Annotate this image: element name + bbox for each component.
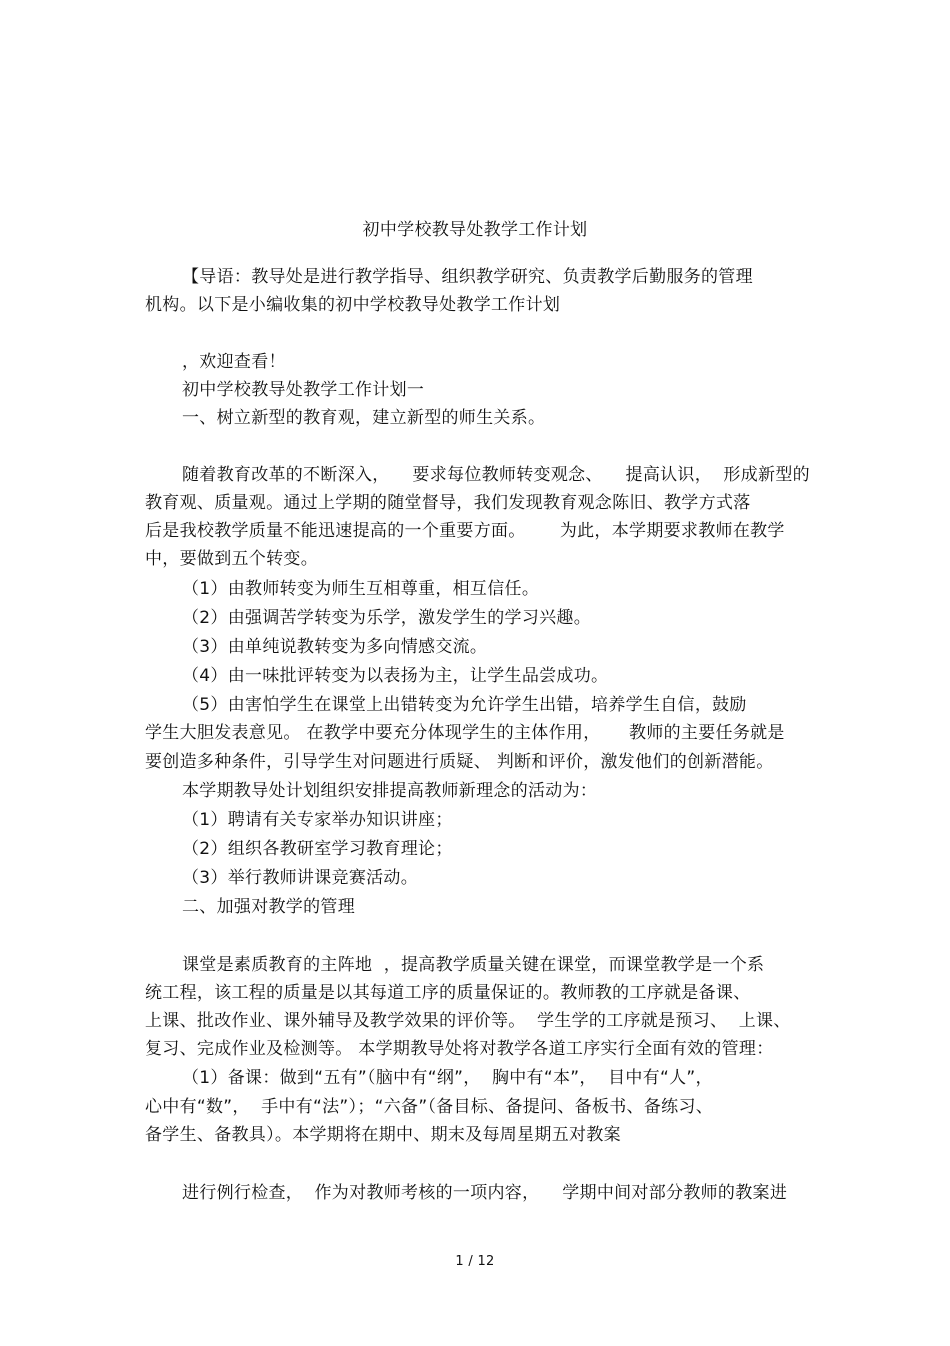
paragraph-line: 学生大胆发表意见。 在教学中要充分体现学生的主体作用， 教师的主要任务就是 [145, 723, 785, 743]
paragraph-line: 随着教育改革的不断深入， 要求每位教师转变观念、 提高认识， 形成新型的 [182, 465, 810, 485]
list-item: （1）由教师转变为师生互相尊重，相互信任。 [182, 579, 540, 599]
subheading-2: 二、加强对教学的管理 [182, 897, 355, 917]
list-item: （3）举行教师讲课竞赛活动。 [182, 868, 419, 888]
paragraph-line: 进行例行检查， 作为对教师考核的一项内容， 学期中间对部分教师的教案进 [182, 1183, 788, 1203]
list-item: （1）聘请有关专家举办知识讲座； [182, 810, 453, 830]
subheading-1: 一、树立新型的教育观，建立新型的师生关系。 [182, 408, 546, 428]
list-item: （4）由一味批评转变为以表扬为主，让学生品尝成功。 [182, 666, 609, 686]
paragraph-line: 上课、批改作业、课外辅导及教学效果的评价等。 学生学的工序就是预习、 上课、 [145, 1011, 791, 1031]
paragraph-line: 中，要做到五个转变。 [145, 549, 318, 569]
page-title: 初中学校教导处教学工作计划 [362, 220, 588, 240]
list-item: （5）由害怕学生在课堂上出错转变为允许学生出错，培养学生自信，鼓励 [182, 695, 747, 715]
intro-line-1: 【导语：教导处是进行教学指导、组织教学研究、负责教学后勤服务的管理 [182, 267, 753, 287]
intro-line-3: ，欢迎查看！ [182, 352, 286, 372]
list-item: （2）由强调苦学转变为乐学，激发学生的学习兴趣。 [182, 608, 592, 628]
paragraph-line: 心中有“数”， 手中有“法”）；“六备”（备目标、备提问、备板书、备练习、 [145, 1097, 714, 1117]
paragraph-line: 复习、完成作业及检测等。 本学期教导处将对教学各道工序实行全面有效的管理： [145, 1039, 774, 1059]
section-heading: 初中学校教导处教学工作计划一 [182, 380, 425, 400]
intro-line-2: 机构。以下是小编收集的初中学校教导处教学工作计划 [145, 295, 561, 315]
list-item: （2）组织各教研室学习教育理论； [182, 839, 453, 859]
paragraph-line: 后是我校教学质量不能迅速提高的一个重要方面。 为此，本学期要求教师在教学 [145, 521, 785, 541]
page-number: 1 / 12 [455, 1254, 495, 1269]
paragraph-line: 统工程，该工程的质量是以其每道工序的质量保证的。教师教的工序就是备课、 [145, 983, 751, 1003]
list-item: （3）由单纯说教转变为多向情感交流。 [182, 637, 488, 657]
list-item: （1）备课：做到“五有”（脑中有“纲”， 胸中有“本”， 目中有“人”， [182, 1068, 713, 1088]
paragraph-line: 课堂是素质教育的主阵地 ，提高教学质量关键在课堂，而课堂教学是一个系 [182, 955, 765, 975]
paragraph-line: 教育观、质量观。通过上学期的随堂督导，我们发现教育观念陈旧、教学方式落 [145, 493, 751, 513]
paragraph-line: 备学生、备教具）。本学期将在期中、期末及每周星期五对教案 [145, 1125, 621, 1145]
paragraph-line: 本学期教导处计划组织安排提高教师新理念的活动为： [182, 781, 598, 801]
paragraph-line: 要创造多种条件，引导学生对问题进行质疑、 判断和评价，激发他们的创新潜能。 [145, 752, 774, 772]
